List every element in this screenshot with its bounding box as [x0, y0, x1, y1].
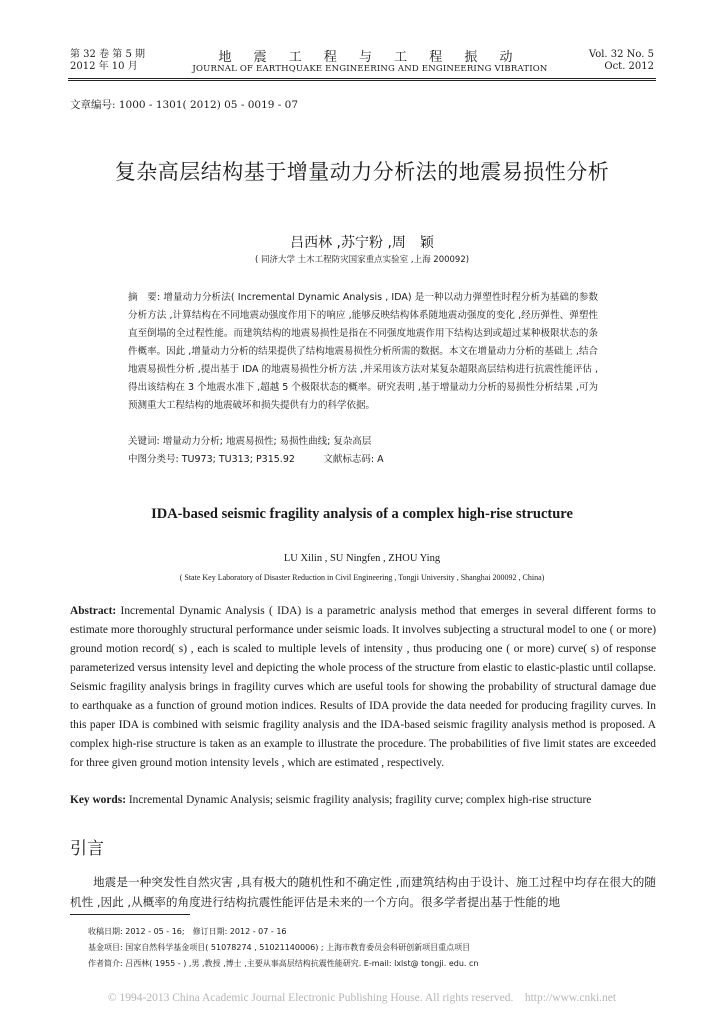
header-rule [68, 78, 656, 79]
authors-en: LU Xilin , SU Ningfen , ZHOU Ying [283, 553, 441, 564]
header-rule-thin [68, 80, 656, 81]
authors-cn: 吕西林 ,苏宁粉 ,周 颖 [290, 235, 434, 251]
affiliation-cn: ( 同济大学 土木工程防灾国家重点实验室 ,上海 200092) [254, 255, 470, 265]
footnote-funding: 基金项目: 国家自然科学基金项目( 51078274 , 51021140006) ; 上海市教育委员会科研创新项目重点项目 [88, 943, 471, 952]
keywords-cn: 关键词: 增量动力分析; 地震易损性; 易损性曲线; 复杂高层 [128, 436, 372, 447]
affiliation-en: ( State Key Laboratory of Disaster Reduction in Civil Engineering , Tongji University , Shanghai 200092 , China) [179, 573, 545, 582]
article-number: 文章编号: 1000 - 1301( 2012) 05 - 0019 - 07 [70, 99, 299, 111]
issue-volume: 第 32 卷 第 5 期 [70, 49, 145, 60]
abstract-en-text: Incremental Dynamic Analysis ( IDA) is a parametric analysis method that emerges in several different forms to estimate more thoroughly structural performance under seismic loads. It involves subjecting a structural model to one ( or more) ground motion record( s) , each is scaled to multiple levels of intensity , thus producing one ( or more) curve( s) of response parameterized versus intensity level and depicting the whole process of the structure from elastic to elastic-plastic until collapse. Seismic fragility analysis brings in fragility curves which are useful tools for showing the probability of structural damage due to earthquake as a function of ground motion indices. Results of IDA provide the data needed for producing fragility curves. In this paper IDA is combined with seismic fragility analysis and the IDA-based seismic fragility analysis method is proposed. A complex high-rise structure is taken as an example to illustrate the procedure. The probabilities of five limit states are exceeded for three given ground motion intensity levels , which are estimated , respectively. [70, 605, 656, 769]
footnote-received: 收稿日期: 2012 - 05 - 16; 修订日期: 2012 - 07 - 16 [88, 927, 287, 936]
keywords-en [70, 794, 656, 806]
abstract-en [70, 602, 656, 773]
keywords-en-text: Incremental Dynamic Analysis; seismic fragility analysis; fragility curve; complex high-rise structure [126, 794, 592, 806]
footnote-author: 作者简介: 吕西林( 1955 - ) ,男 ,教授 ,博士 ,主要从事高层结构抗震性能研究. E-mail: lxlst@ tongji. edu. cn [88, 959, 479, 968]
keywords-en-label: Key words: [70, 794, 126, 806]
abstract-cn: 摘 要: 增量动力分析法( Incremental Dynamic Analysis , IDA) 是一种以动力弹塑性时程分析为基础的参数分析方法 ,计算结构在不同地震动强度作用下的响应 ,能够反映结构体系随地震动强度的变化 ,经历弹性、弹塑性直至倒塌的全过程性能。而建筑结构的地震易损性是指在不同强度地震作用下结构达到或超过某种极限状态的条件概率。因此 ,增量动力分析的结果提供了结构地震易损性分析所需的数据。本文在增量动力分析的基础上 ,结合地震易损性分析 ,提出基于 IDA 的地震易损性分析方法 ,并采用该方法对某复杂超限高层结构进行抗震性能评估 ,得出该结构在 3 个地震水准下 ,超越 5 个极限状态的概率。研究表明 ,基于增量动力分析的易损性分析结果 ,可为预测重大工程结构的地震破坏和损失提供有力的科学依据。 [128, 292, 598, 411]
paper-title-cn: 复杂高层结构基于增量动力分析法的地震易损性分析 [114, 160, 610, 184]
footnote-rule [70, 914, 190, 915]
section-heading-intro: 引言 [70, 839, 104, 859]
issue-info-en [589, 49, 654, 73]
journal-name-cn: 地 震 工 程 与 工 程 振 动 [218, 50, 522, 65]
issue-info [70, 49, 145, 73]
classification-cn: 中图分类号: TU973; TU313; P315.92 文献标志码: A [128, 454, 384, 465]
journal-name-en: JOURNAL OF EARTHQUAKE ENGINEERING AND ENGINEERING VIBRATION [192, 64, 548, 74]
issue-volume-en: Vol. 32 No. 5 [588, 49, 654, 60]
issue-date-en: Oct. 2012 [604, 61, 654, 72]
issue-date: 2012 年 10 月 [70, 61, 138, 72]
intro-paragraph: 地震是一种突发性自然灾害 ,具有极大的随机性和不确定性 ,而建筑结构由于设计、施工过程中均存在很大的随机性 ,因此 ,从概率的角度进行结构抗震性能评估是未来的一个方向。很多学者提出基于性能的地 [70, 875, 656, 909]
paper-title-en: IDA-based seismic fragility analysis of a complex high-rise structure [151, 506, 573, 522]
copyright-watermark: © 1994-2013 China Academic Journal Electronic Publishing House. All rights reserved. http://www.cnki.net [107, 992, 617, 1004]
abstract-en-label: Abstract: [70, 605, 117, 617]
